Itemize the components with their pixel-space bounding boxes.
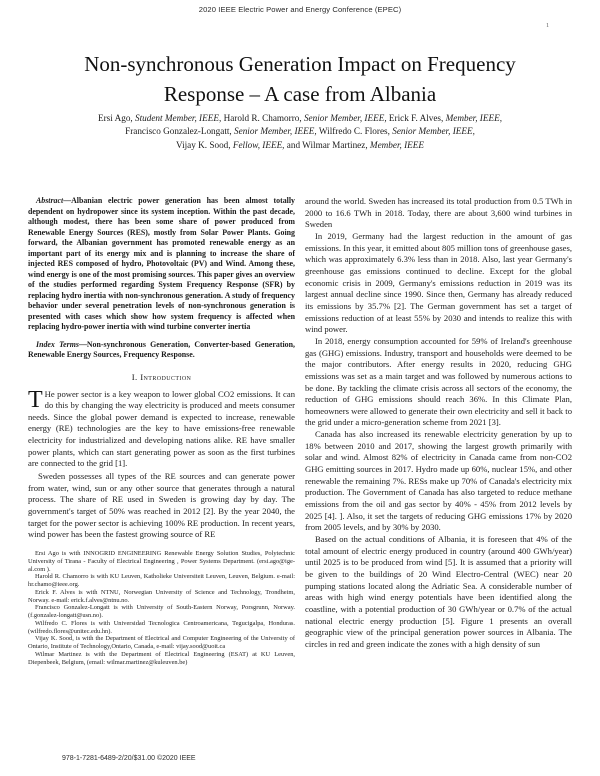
author-name: Ersi Ago,	[98, 113, 136, 123]
intro-paragraph-2: Sweden possesses all types of the RE sources and can generate power from water, wind, sun or any other source that generates through a natural process. The share of RE used in Sweden is growing day by day. The government's target of 50% was reached in 2012 [2]. By the year 2040, the target for the power sector is achieving 100% RE production. In recent years, wind power has been the fastest growing source of RE	[28, 471, 295, 540]
footnote: Wilmar Martinez is with the Department of Electrical Engineering (ESAT) at KU Leuven, Diepenbeek, Belgium, (email: wilmar.martinez@kuleuven.be)	[28, 650, 295, 666]
abstract-body: —Albanian electric power generation has been almost totally dependent on hydropower since its system inception. Within the past decade, although modest, there has been some share of power produced from Renewable Energy Sources (RES), mostly from Solar Power Plants. Going forward, the Albanian government has promoted renewable energy as an important part of its energy mix and is planning to increase the share of injected RES composed of hydro, Photovoltaic (PV) and Wind. Among these, wind energy is one of the most promising sources. This paper gives an overview of the studies performed regarding System Frequency Response (SFR) by replacing hydro inertia with non-synchronous generation. A study of frequency behavior under several penetration levels of non-synchronous generation is presented with cases which show how system frequency is affected when replacing hydro-power inertia with wind turbine converter inertia	[28, 196, 295, 331]
author-role: Senior Member, IEEE,	[303, 113, 387, 123]
title-line-1: Non-synchronous Generation Impact on Frequency	[84, 52, 516, 76]
left-column	[28, 196, 295, 666]
copyright-footer: 978-1-7281-6489-2/20/$31.00 ©2020 IEEE	[62, 755, 196, 762]
index-terms-label: Index Terms	[36, 339, 79, 349]
paragraph: Canada has also increased its renewable electricity generation by up to 18% between 2010 and 2017, showing the largest growth primarily with solar and wind. Almost 82% of electricity in Canada came from non-CO2 GHG emitting sources in 2017. Hydro made up 60%, nuclear 15%, and other renewable the remaining 7%. RESs make up 70% of Canada's electricity mix production. The Government of Canada has also targeted to reduce methane emissions from the oil and gas sector by 40% - 45% from 2012 levels by 2025 [4]. ]. Also, it set the targets of reducing GHG emissions 17% by 2020 from 2005 levels, and by 30% by 2030.	[305, 429, 572, 533]
paragraph: In 2019, Germany had the largest reduction in the amount of gas emissions. In this year, it emitted about 805 million tons of greenhouse gases, which was approximately 6.3% less than in 2018. Also, last year Germany's greenhouse gas emissions continued to decline. Except for the global economic crisis in 2009, Germany's emissions reduction in 2019 was its largest annual decline since 1990. Since then, Germany has already reduced its emissions by 35.7% [2]. The German government has set a target of emissions reduction of at least 55% by 2030 and intends to realize this with wind power.	[305, 230, 572, 335]
author-name: Francisco Gonzalez-Longatt,	[125, 126, 235, 137]
index-terms-body: —Non-synchronous Generation, Converter-based Generation, Renewable Energy Sources, Frequency Response.	[28, 339, 295, 359]
footnote: Wilfredo C. Flores is with Universidad Tecnologica Centroamericana, Tegucigalpa, Honduras. (wilfredo.flores@unitec.edu.hn).	[28, 619, 295, 635]
paragraph: Based on the actual conditions of Albania, it is foreseen that 4% of the total amount of electric energy produced in country (around 400 GWh/year) until 2025 is to be produced from wind [5]. It is assumed that a priority will be given to the buildings of 20 Wind Electro-Central (WEC) near 20 pumping stations located along the Adriatic Sea. A considerable number of areas with high wind energy potentials have been identified along the coastline, with a potential production of 30 GWh/year or 0.7% of the actual national electric energy production [5]. Figure 1 presents an overall geographic view of the principal generation power sources in Albania. The circles in red and green indicate the zones with a high density of sun	[305, 534, 572, 649]
footnote: Ersi Ago is with INNOGRID ENGINEERING Renewable Energy Solution Studies, Polytechnic University of Tirana - Faculty of Electrical Engineering , Power Systems Department. (ersi.ago@ige-al.com ).	[28, 550, 295, 573]
abstract-label: Abstract	[36, 196, 64, 205]
page-number: 1	[546, 22, 550, 29]
title-line-2: Response – A case from Albania	[163, 82, 437, 106]
two-column-body	[28, 196, 572, 666]
author-role: Senior Member, IEEE,	[234, 126, 317, 137]
footnote: Harold R. Chamorro is with KU Leuven, Katholieke Universiteit Leuven, Leuven, Belgium. e-mail: hr.chamo@ieee.org.	[28, 573, 295, 589]
right-column	[305, 196, 572, 666]
author-name: and Wilmar Martinez,	[284, 139, 370, 150]
footnote: Vijay K. Sood, is with the Department of Electrical and Computer Engineering of the University of Ontario, Institute of Technology,Ontario, Canada, e-mail: vijay.sood@uoit.ca	[28, 635, 295, 651]
authors-line-1	[30, 112, 570, 125]
intro-paragraph-1	[28, 386, 295, 471]
abstract-paragraph	[28, 196, 295, 333]
author-role: Member, IEEE	[369, 139, 425, 150]
author-name: Vijay K. Sood,	[175, 139, 233, 150]
paragraph: In 2018, energy consumption accounted for 59% of Ireland's greenhouse gas (GHG) emissions. Industry, transport and households were deemed to be the major contributors. After energy results in 2020, reducing GHG emissions was set as a main target and was followed by numerous actions to be done. By tackling the climate crisis across all sectors of the economy, the reduction of GHG emissions should reach 36%. In this Climate Plan, homeowners were allowed to generate their own electricity and sell it back to the grid under a micro-generation scheme from 2021 [3].	[305, 335, 572, 428]
drop-cap: T	[28, 386, 43, 413]
footnote: Erick F. Alves is with NTNU, Norwegian University of Science and Technology, Trondheim, Norway. e-mail: erick.f.alves@ntnu.no.	[28, 588, 295, 604]
section-heading-introduction: I. Introduction	[131, 371, 192, 382]
paper-title	[40, 49, 560, 109]
author-role: Senior Member, IEEE,	[392, 126, 475, 137]
authors-block	[30, 112, 570, 152]
author-name: Erick F. Alves,	[386, 113, 446, 123]
authors-line-3	[30, 139, 570, 152]
authors-line-2	[30, 125, 570, 138]
author-name: Wilfredo C. Flores,	[316, 126, 393, 137]
author-role: Student Member, IEEE,	[135, 113, 222, 123]
author-affiliation-footnotes	[28, 550, 295, 666]
author-role: Fellow, IEEE,	[232, 139, 285, 150]
author-name: Harold R. Chamorro,	[221, 113, 304, 123]
footnote: Francisco Gonzalez-Longatt is with University of South-Eastern Norway, Porsgrunn, Norway. (f.gonzalez-longatt@usn.no).	[28, 604, 295, 620]
index-terms-paragraph	[28, 340, 295, 361]
conference-header: 2020 IEEE Electric Power and Energy Conference (EPEC)	[198, 5, 402, 14]
paragraph: around the world. Sweden has increased its total production from 0.5 TWh in 2000 to 16.6 TWh in 2018. Today, there are about 3,600 wind turbines in Sweden	[305, 196, 572, 230]
author-role: Member, IEEE,	[445, 113, 502, 123]
intro-paragraph-1-text: He power sector is a key weapon to lower global CO2 emissions. It can do this by changing the way electricity is produced and meets consumer needs. Since the global power demand is expected to increase, renewable energy (RE) technologies are the key to have emissions-free renewable electricity for industrialized and developing nations alike. RE have smaller power plants, which can start generating power as soon as the first turbines are connected to the grid [1].	[28, 388, 295, 469]
